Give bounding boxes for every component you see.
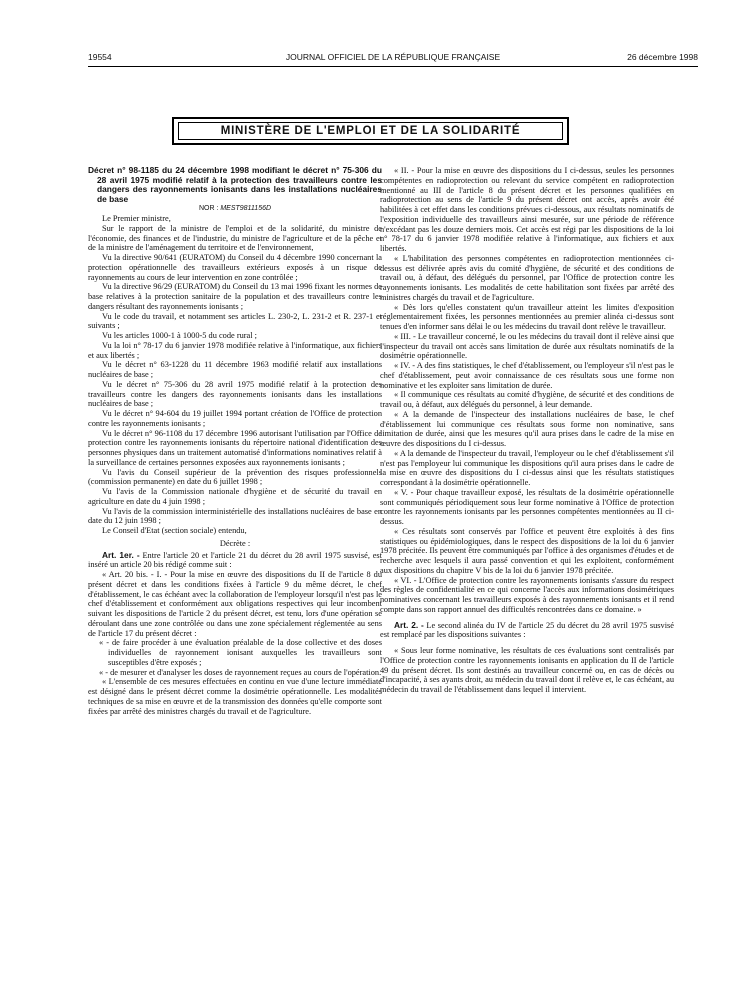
right-column-paragraph: « A la demande de l'inspecteur du travail, l'employeur ou le chef d'établissement s'il n'est pas l'employeur lui communique les dispositions qu'il aura prises dans le cadre de la mise en œuvre des dispositions du I ci-dessus ainsi que les résultats statistiques correspondant à la dosimétrie opérationnelle. <box>380 448 674 487</box>
article-2-text: Le second alinéa du IV de l'article 25 du décret du 28 avril 1975 susvisé est remplacé par les dispositions suivantes : <box>380 620 674 640</box>
left-column-paragraph: Vu la directive 96/29 (EURATOM) du Conseil du 13 mai 1996 fixant les normes de base relatives à la protection sanitaire de la population et des travailleurs contre les dangers résultant des rayonnements ionisants ; <box>88 282 382 311</box>
page-header <box>88 52 698 64</box>
right-column-paragraph: « VI. - L'Office de protection contre les rayonnements ionisants s'assure du respect des règles de confidentialité en ce qui concerne l'accès aux informations dosimétriques nominatives concernant les travailleurs exposés à des rayonnements ionisants et il rend compte dans son rapport annuel des difficultés rencontrées dans ce domaine. » <box>380 575 674 614</box>
right-column-end-paragraph: « Sous leur forme nominative, les résultats de ces évaluations sont centralisés par l'Office de protection contre les rayonnements ionisants en application du II de l'article 49 du présent décret. Ils sont destinés au travailleur concerné ou, en cas de décès ou d'incapacité, à ses ayants droit, au médecin du travail dont il relève et, le cas échéant, au médecin du travail de l'établissement dans lequel il intervient. <box>380 646 674 694</box>
right-column-paragraph: « III. - Le travailleur concerné, le ou les médecins du travail dont il relève ainsi que l'inspecteur du travail ont accès sans limitation de durée aux résultats nominatifs de la dosimétrie opérationnelle. <box>380 331 674 361</box>
right-column-paragraph: « A la demande de l'inspecteur des installations nucléaires de base, le chef d'établissement lui communique ces résultats sous forme non nominative, sans limitation de durée, ainsi que les mesures qu'il aura prises dans le cadre de la mise en œuvre des dispositions du I ci-dessus. <box>380 409 674 448</box>
article-1 <box>88 551 382 571</box>
right-column-paragraph: « L'habilitation des personnes compétentes en radioprotection mentionnées ci-dessus est délivrée après avis du comité d'hygiène, de sécurité et des conditions de travail ou, à défaut, des délégués du personnel, par l'Office de protection contre les rayonnements ionisants. Les modalités de cette habilitation sont fixées par arrêté des ministres chargés du travail et de l'agriculture. <box>380 253 674 302</box>
article-20bis-dashes <box>88 638 382 677</box>
left-column-paragraph: Vu la loi n° 78-17 du 6 janvier 1978 modifiée relative à l'informatique, aux fichiers et aux libertés ; <box>88 340 382 360</box>
left-column-paragraph: Vu la directive 90/641 (EURATOM) du Conseil du 4 décembre 1990 concernant la protection opérationnelle des travailleurs extérieurs exposés à un risque de rayonnements au cours de leur intervention en zone contrôlée ; <box>88 253 382 282</box>
article-1-text: Entre l'article 20 et l'article 21 du décret du 28 avril 1975 susvisé, est inséré un article 20 bis rédigé comme suit : <box>88 550 382 570</box>
article-2 <box>380 621 674 641</box>
right-column-paragraph: « Ces résultats sont conservés par l'office et peuvent être exploités à des fins statistiques ou épidémiologiques, dans le respect des dispositions de la loi du 6 janvier 1978 précitée. Ils peuvent être communiqués par l'office à des organismes d'études et de recherche avec lesquels il aura passé convention et qui les exploitent, conformément aux dispositions du chapitre V bis de la loi du 6 janvier 1978 précitée. <box>380 526 674 575</box>
ministry-title: MINISTÈRE DE L'EMPLOI ET DE LA SOLIDARITÉ <box>178 122 563 140</box>
left-column-paragraph: Sur le rapport de la ministre de l'emploi et de la solidarité, du ministre de l'économie, des finances et de l'industrie, du ministre de l'agriculture et de la pêche et de la ministre de l'aménagement du territoire et de l'environnement, <box>88 223 382 253</box>
nor-label: NOR : <box>198 205 221 213</box>
nor-reference <box>88 204 382 214</box>
left-column-paragraph: Le Conseil d'Etat (section sociale) entendu, <box>102 526 247 536</box>
left-column-paragraph: Vu l'avis de la commission interministérielle des installations nucléaires de base en date du 12 juin 1998 ; <box>88 506 382 526</box>
dashes-paragraph: « - de mesurer et d'analyser les doses de rayonnement reçues au cours de l'opération. <box>99 667 382 677</box>
left-column-paragraph: Vu le décret n° 96-1108 du 17 décembre 1996 autorisant l'utilisation par l'Office de protection contre les rayonnements ionisants du répertoire national d'identification des personnes physiques dans un traitement automatisé d'informations nominatives relatif à la surveillance de certaines personnes exposées aux rayonnements ionisants ; <box>88 428 382 467</box>
right-column-paragraph: « Dès lors qu'elles constatent qu'un travailleur atteint les limites d'exposition réglementairement fixées, les personnes mentionnées au premier alinéa ci-dessus sont tenues d'en informer sans délai le ou les médecins du travail dont relève le travailleur. <box>380 302 674 331</box>
left-column-after-paragraph: « Art. 20 bis. - I. - Pour la mise en œuvre des dispositions du II de l'article 8 du présent décret et dans les conditions fixées à l'article 9 du même décret, le chef d'établissement, le cas échéant avec la collaboration de l'employeur lorsqu'il n'est pas le chef d'établissement et conformément aux obligations respectives qui leur incombent suivant les dispositions de l'article 2 du présent décret, est tenu, lors d'une opération se déroulant dans une zone contrôlée ou dans une zone spécialement réglementée au sens de l'article 17 du présent décret : <box>88 570 382 638</box>
left-column-paragraph: Vu le code du travail, et notamment ses articles L. 230-2, L. 231-2 et R. 237-1 et suivants ; <box>88 311 382 331</box>
left-column-paragraph: Vu les articles 1000-1 à 1000-5 du code rural ; <box>102 331 257 341</box>
journal-title: JOURNAL OFFICIEL DE LA RÉPUBLIQUE FRANÇAISE <box>285 52 501 62</box>
left-column-paragraph: Le Premier ministre, <box>102 214 171 224</box>
dashes-paragraph: « - de faire procéder à une évaluation préalable de la dose collective et des doses individuelles de rayonnement ionisant auxquelles les travailleurs sont susceptibles d'être exposés ; <box>99 638 382 667</box>
preamble <box>88 214 382 536</box>
decrete-heading: Décrète : <box>219 538 251 548</box>
right-column-paragraph: « II. - Pour la mise en œuvre des dispositions du I ci-dessus, seules les personnes compétentes en radioprotection ou relevant du service compétent en radioprotection mentionné au III de l'article 8 du présent décret et les personnes qualifiées en radioprotection au sens de l'article 9 du présent décret ont accès, après avoir été habilitées à cet effet dans les conditions prévues ci-dessous, aux résultats nominatifs de l'exposition individuelle des travailleurs ainsi mesurée, sur une période de référence n'excédant pas les douze derniers mois. Cet accès est régi par les dispositions de la loi n° 78-17 du 6 janvier 1978 modifiée relative à l'informatique, aux fichiers et aux libertés. <box>380 166 674 253</box>
left-column-paragraph: Vu l'avis du Conseil supérieur de la prévention des risques professionnels (commission permanente) en date du 6 juillet 1998 ; <box>88 467 382 487</box>
left-column-paragraph: Vu le décret n° 63-1228 du 11 décembre 1963 modifié relatif aux installations nucléaires de base ; <box>88 360 382 380</box>
right-column-paragraph: « IV. - A des fins statistiques, le chef d'établissement, ou l'employeur s'il n'est pas le chef d'établissement, peut avoir connaissance de ces résultats sous une forme non nominative et les exploiter sans limitation de durée. <box>380 361 674 390</box>
article-20bis-closing <box>88 677 382 716</box>
left-column-end-paragraph: « L'ensemble de ces mesures effectuées en continu en vue d'une lecture immédiate est désigné dans le présent décret comme la dosimétrie opérationnelle. Les modalités techniques de sa mise en œuvre et de la transmission des données qu'elle comporte sont fixées par arrêté des ministres chargés du travail et de l'agriculture. <box>88 677 382 716</box>
decree-title: Décret n° 98-1185 du 24 décembre 1998 modifiant le décret n° 75-306 du 28 avril 1975 modifié relatif à la protection des travailleurs contre les dangers des rayonnements ionisants dans les installations nucléaires de base <box>88 165 382 204</box>
right-column-paragraph: « Il communique ces résultats au comité d'hygiène, de sécurité et des conditions de travail ou, à défaut, aux délégués du personnel, à leur demande. <box>380 390 674 409</box>
article-1-label: Art. 1er. - <box>102 549 140 560</box>
page-number: 19554 <box>88 52 112 62</box>
article-2-label: Art. 2. - <box>394 619 424 630</box>
nor-code: MEST9811156D <box>220 205 272 213</box>
left-column-paragraph: Vu l'avis de la Commission nationale d'hygiène et de sécurité du travail en agriculture en date du 4 juin 1998 ; <box>88 487 382 506</box>
article-20bis <box>88 570 382 638</box>
right-column-paragraph: « V. - Pour chaque travailleur exposé, les résultats de la dosimétrie opérationnelle sont communiqués périodiquement sous leur forme nominative à l'Office de protection contre les rayonnements ionisants par les personnes compétentes mentionnées au II ci-dessus. <box>380 487 674 526</box>
article-2-body <box>380 646 674 695</box>
article-20bis-continued <box>380 166 674 615</box>
header-rule <box>88 66 698 67</box>
left-column <box>88 166 382 716</box>
ministry-box <box>172 117 569 145</box>
issue-date: 26 décembre 1998 <box>627 52 698 62</box>
left-column-paragraph: Vu le décret n° 75-306 du 28 avril 1975 modifié relatif à la protection des travailleurs contre les dangers des rayonnements ionisants dans les installations nucléaires de base ; <box>88 379 382 409</box>
left-column-paragraph: Vu le décret n° 94-604 du 19 juillet 1994 portant création de l'Office de protection contre les rayonnements ionisants ; <box>88 409 382 428</box>
right-column <box>380 166 674 695</box>
